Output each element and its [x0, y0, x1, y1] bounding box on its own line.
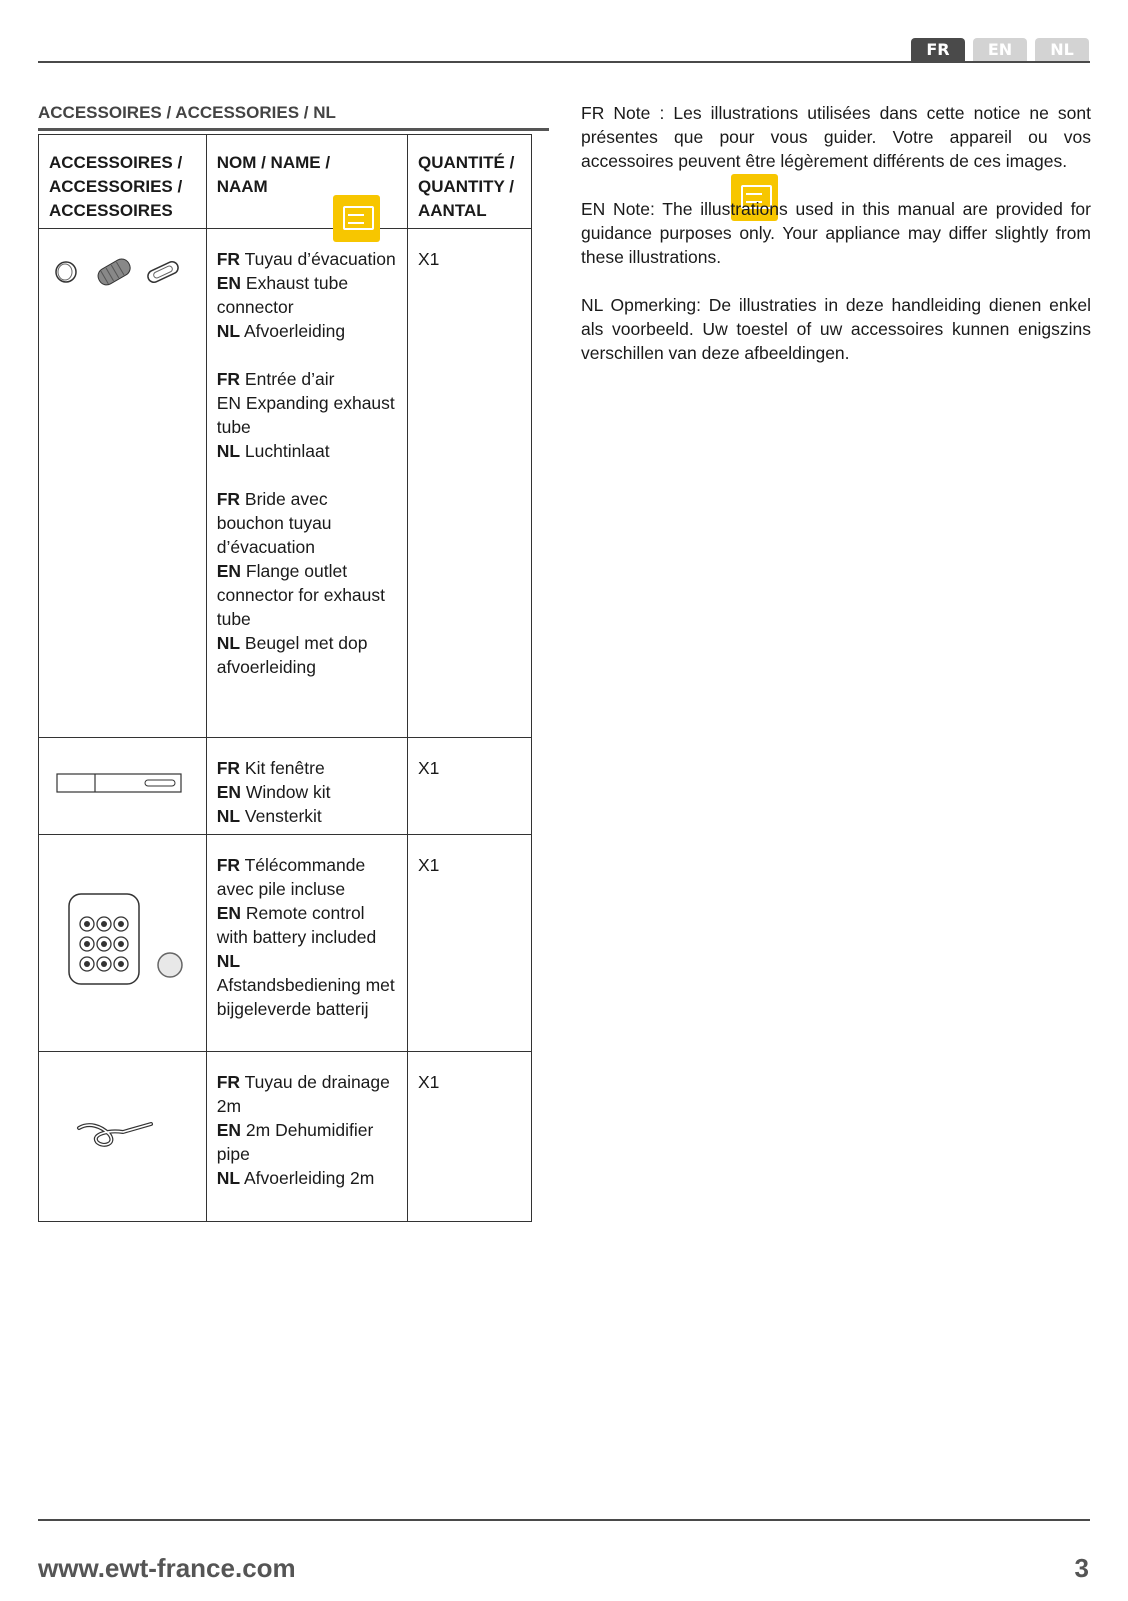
language-tabs — [911, 38, 1089, 61]
accessory-name-cell: FR Tuyau de drainage 2m EN 2m Dehumidifier pipe NL Afvoerleiding 2m — [206, 1052, 407, 1222]
accessory-image-cell — [39, 1052, 207, 1222]
accessory-name-cell: FR Kit fenêtre EN Window kit NL Vensterkit — [206, 738, 407, 835]
accessories-table — [38, 134, 532, 1222]
accessory-qty-cell: X1 — [407, 835, 531, 1052]
footer-divider — [38, 1519, 1090, 1521]
window-kit-icon — [39, 768, 203, 798]
comment-annotation-icon[interactable] — [333, 195, 380, 242]
drain-pipe-icon — [39, 1114, 203, 1154]
remote-control-icon — [39, 890, 203, 990]
section-title: ACCESSOIRES / ACCESSORIES / NL — [38, 103, 336, 122]
table-header-row — [39, 135, 532, 229]
accessory-name-cell: FR Télécommande avec pile incluse EN Remote control with battery included NL Afstandsbediening met bijgeleverde batterij — [206, 835, 407, 1052]
notes-column — [581, 101, 1091, 389]
note-nl: NL Opmerking: De illustraties in deze handleiding dienen enkel als voorbeeld. Uw toestel of uw accessoires kunnen enigszins verschillen van deze afbeeldingen. — [581, 295, 1091, 363]
table-row — [39, 835, 532, 1052]
table-row — [39, 1052, 532, 1222]
table-row — [39, 229, 532, 738]
accessory-qty-cell: X1 — [407, 229, 531, 738]
lang-tab-nl[interactable]: NL — [1035, 38, 1089, 61]
footer-url: www.ewt-france.com — [38, 1553, 296, 1583]
table-row — [39, 738, 532, 835]
accessory-qty-cell: X1 — [407, 1052, 531, 1222]
header-quantity: QUANTITÉ / QUANTITY / AANTAL — [407, 135, 531, 229]
note-fr: FR Note : Les illustrations utilisées dans cette notice ne sont présentes que pour vous guider. Votre appareil ou vos accessoires peuvent être légèrement différents de ces images. — [581, 103, 1091, 171]
accessory-image-cell — [39, 738, 207, 835]
section-title-underline — [38, 128, 549, 131]
accessory-image-cell — [39, 835, 207, 1052]
note-en: EN Note: The illustrations used in this manual are provided for guidance purposes only. Your appliance may differ slightly from these illustrations. — [581, 199, 1091, 267]
header-accessories: ACCESSOIRES / ACCESSORIES / ACCESSOIRES — [39, 135, 207, 229]
lang-tab-fr[interactable]: FR — [911, 38, 965, 61]
accessory-name-cell: FR Tuyau d’évacuation EN Exhaust tube connector NL Afvoerleiding FR Entrée d’air EN Expanding exhaust tube NL Luchtinlaat FR Bride avec bouchon tuyau d’évacuation EN Flange outlet connector for exhaust tube NL Beugel met dop afvoerleiding — [206, 229, 407, 738]
lang-tab-en[interactable]: EN — [973, 38, 1027, 61]
accessory-qty-cell: X1 — [407, 738, 531, 835]
header-divider — [38, 61, 1090, 63]
accessory-image-cell — [39, 229, 207, 738]
header-name: NOM / NAME / NAAM — [206, 135, 407, 229]
exhaust-tube-parts-icon — [39, 257, 203, 287]
page-number: 3 — [1074, 1553, 1089, 1583]
